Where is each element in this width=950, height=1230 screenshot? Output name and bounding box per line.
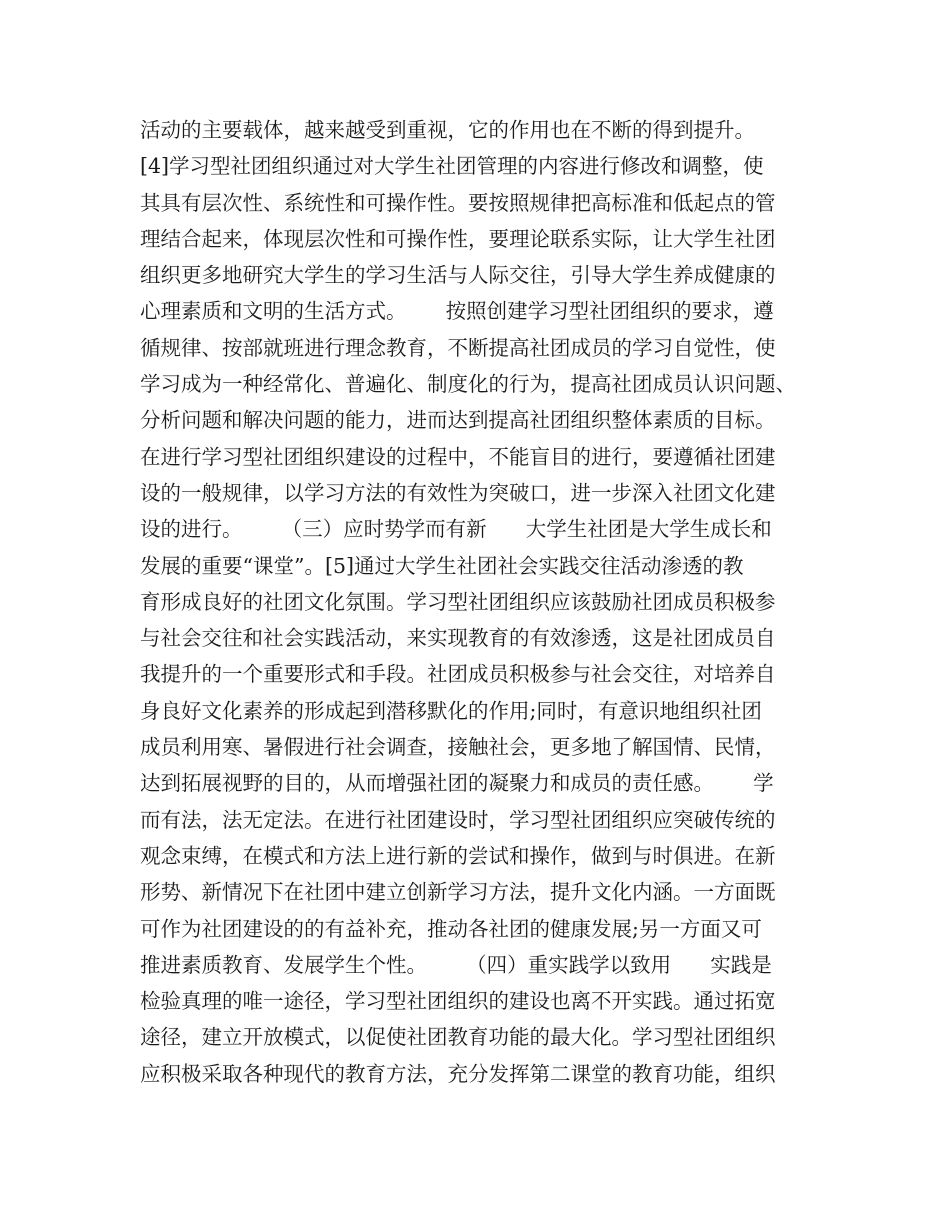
text-line: 在进行学习型社团组织建设的过程中，不能盲目的进行，要遵循社团建 [140, 444, 776, 469]
text-line: 分析问题和解决问题的能力，进而达到提高社团组织整体素质的目标。 [140, 408, 776, 433]
text-line: 推进素质教育、发展学生个性。 （四）重实践学以致用 实践是 [140, 952, 772, 977]
text-line: [4]学习型社团组织通过对大学生社团管理的内容进行修改和调整，使 [140, 154, 764, 179]
text-line: 可作为社团建设的的有益补充，推动各社团的健康发展;另一方面又可 [140, 916, 762, 941]
text-line: 观念束缚，在模式和方法上进行新的尝试和操作，做到与时俱进。在新 [140, 843, 776, 868]
text-line: 组织更多地研究大学生的学习生活与人际交往，引导大学生养成健康的 [140, 263, 776, 288]
text-line: 育形成良好的社团文化氛围。学习型社团组织应该鼓励社团成员积极参 [140, 589, 776, 614]
text-line: 其具有层次性、系统性和可操作性。要按照规律把高标准和低起点的管 [140, 190, 776, 215]
text-line: 成员利用寒、暑假进行社会调查，接触社会，更多地了解国情、民情， [140, 735, 776, 760]
text-line: 发展的重要“课堂”。[5]通过大学生社团社会实践交往活动渗透的教 [140, 553, 744, 578]
text-line: 理结合起来，体现层次性和可操作性，要理论联系实际，让大学生社团 [140, 226, 776, 251]
text-line: 循规律、按部就班进行理念教育，不断提高社团成员的学习自觉性，使 [140, 335, 776, 360]
text-line: 活动的主要载体，越来越受到重视，它的作用也在不断的得到提升。 [140, 118, 755, 142]
text-line: 与社会交往和社会实践活动，来实现教育的有效渗透，这是社团成员自 [140, 626, 776, 651]
text-line: 我提升的一个重要形式和手段。社团成员积极参与社会交往，对培养自 [140, 662, 776, 687]
text-line: 身良好文化素养的形成起到潜移默化的作用;同时，有意识地组织社团 [140, 698, 762, 723]
text-line: 设的进行。 （三）应时势学而有新 大学生社团是大学生成长和 [140, 517, 772, 542]
text-line: 学习成为一种经常化、普遍化、制度化的行为，提高社团成员认识问题、 [140, 372, 796, 397]
text-line: 形势、新情况下在社团中建立创新学习方法，提升文化内涵。一方面既 [140, 880, 776, 905]
text-line: 设的一般规律，以学习方法的有效性为突破口，进一步深入社团文化建 [140, 480, 776, 505]
body-text [140, 112, 830, 1092]
text-line: 应积极采取各种现代的教育方法，充分发挥第二课堂的教育功能，组织 [140, 1061, 776, 1086]
text-line: 达到拓展视野的目的，从而增强社团的凝聚力和成员的责任感。 学 [140, 771, 774, 796]
text-line: 心理素质和文明的生活方式。 按照创建学习型社团组织的要求，遵 [140, 299, 774, 324]
text-line: 而有法，法无定法。在进行社团建设时，学习型社团组织应突破传统的 [140, 807, 776, 832]
text-line: 检验真理的唯一途径，学习型社团组织的建设也离不开实践。通过拓宽 [140, 989, 776, 1014]
text-line: 途径，建立开放模式，以促使社团教育功能的最大化。学习型社团组织 [140, 1025, 776, 1050]
